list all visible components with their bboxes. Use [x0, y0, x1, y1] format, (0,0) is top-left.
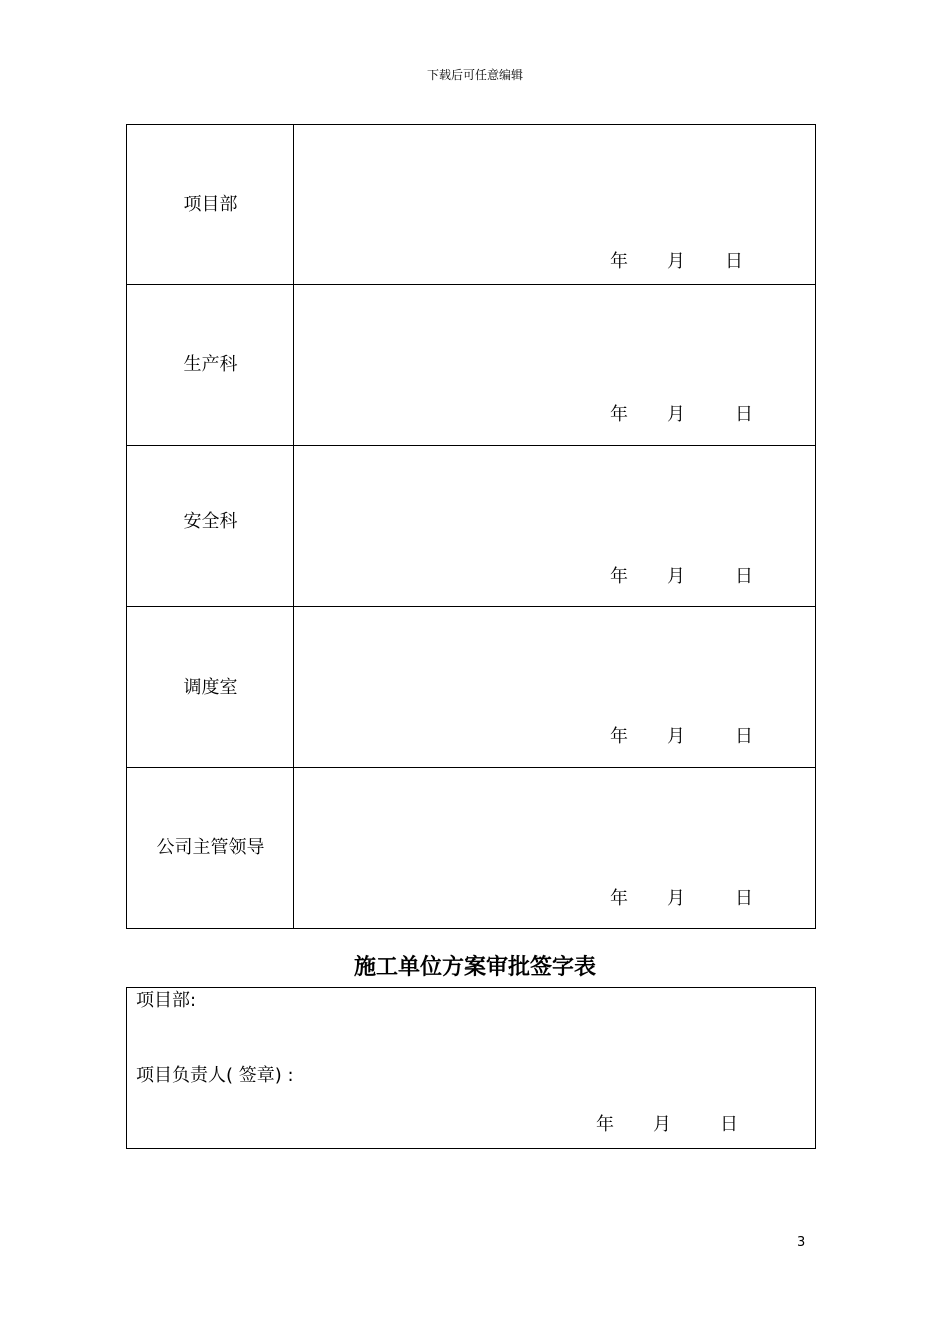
header-note: 下载后可任意编辑	[426, 68, 523, 82]
date-month: 月	[667, 726, 685, 747]
dept-cell	[127, 768, 294, 928]
approval-row-dispatch	[127, 607, 815, 768]
date-year: 年	[610, 566, 628, 587]
approval-row-company-leader	[127, 768, 815, 928]
sign-dept-label: 项目部:	[136, 990, 197, 1011]
dept-cell	[127, 607, 294, 767]
date-month: 月	[667, 566, 685, 587]
dept-label: 生产科	[183, 354, 238, 375]
dept-label: 项目部	[183, 194, 238, 215]
date-year: 年	[610, 251, 628, 272]
date-month: 月	[667, 251, 685, 272]
dept-cell	[127, 285, 294, 445]
date-month: 月	[667, 404, 685, 425]
sign-person-label: 项目负责人( 签章) :	[136, 1065, 294, 1086]
date-month: 月	[667, 888, 685, 909]
sign-table	[126, 987, 816, 1149]
date-day: 日	[735, 566, 753, 587]
dept-label: 公司主管领导	[156, 837, 265, 858]
approval-table	[126, 124, 816, 929]
dept-cell	[127, 125, 294, 284]
approval-row-project-dept	[127, 125, 815, 285]
page-number: 3	[797, 1235, 806, 1250]
date-year: 年	[610, 888, 628, 909]
date-day: 日	[735, 888, 753, 909]
date-day: 日	[725, 251, 743, 272]
approval-row-safety	[127, 446, 815, 607]
sign-date-day: 日	[720, 1114, 738, 1135]
sign-date-month: 月	[653, 1114, 671, 1135]
dept-label: 调度室	[183, 677, 238, 698]
section-title: 施工单位方案审批签字表	[353, 954, 596, 980]
date-year: 年	[610, 404, 628, 425]
dept-cell	[127, 446, 294, 606]
date-year: 年	[610, 726, 628, 747]
dept-label: 安全科	[183, 511, 238, 532]
approval-row-production	[127, 285, 815, 446]
sign-date-year: 年	[596, 1114, 614, 1135]
date-day: 日	[735, 404, 753, 425]
date-day: 日	[735, 726, 753, 747]
